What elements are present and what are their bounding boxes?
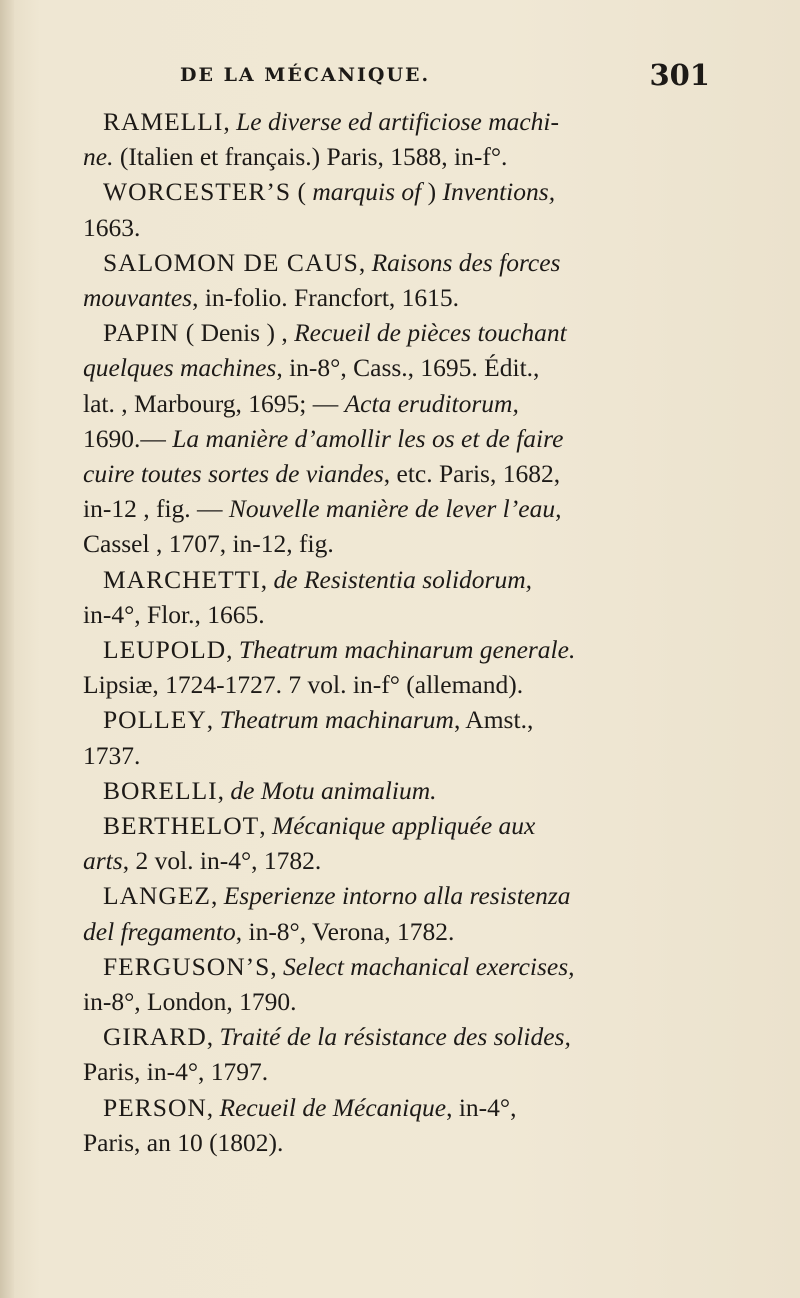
work-title: Theatrum machinarum generale. xyxy=(238,635,576,665)
author-name: BERTHELOT xyxy=(103,811,260,841)
entry-line xyxy=(83,315,723,350)
work-title: Nouvelle manière de lever l’eau, xyxy=(228,494,562,524)
entry-line xyxy=(83,808,723,843)
entry-text: , xyxy=(259,811,272,841)
running-title: DE LA MÉCANIQUE. xyxy=(180,64,431,86)
bibliography-entry xyxy=(83,1019,723,1089)
entry-text: Paris, an 10 (1802). xyxy=(83,1127,284,1157)
work-title: La manière d’amollir les os et de faire xyxy=(172,423,564,453)
work-title: ne. xyxy=(83,142,114,172)
entry-line xyxy=(83,174,723,209)
work-title: Recueil de Mécanique xyxy=(219,1092,447,1122)
author-name: MARCHETTI xyxy=(103,564,261,594)
bibliography-entry xyxy=(83,632,723,702)
work-title: mouvantes xyxy=(83,283,193,313)
entry-line xyxy=(83,456,723,491)
work-title: Acta eruditorum, xyxy=(344,388,519,418)
work-title: Recueil de pièces touchant xyxy=(294,318,567,348)
work-title: Select machanical exercises, xyxy=(283,951,575,981)
entry-line xyxy=(83,1125,723,1160)
entry-text: 1737. xyxy=(83,740,141,770)
work-title: Theatrum machinarum xyxy=(219,705,454,735)
author-name: LEUPOLD xyxy=(103,635,227,665)
author-name: BORELLI xyxy=(103,775,218,805)
bibliography-entry xyxy=(83,808,723,878)
entry-line xyxy=(83,1019,723,1054)
entry-text: , xyxy=(358,247,372,277)
work-title: Esperienze intorno alla resistenza xyxy=(223,881,571,911)
work-title: de Resistentia solidorum, xyxy=(273,564,533,594)
entry-line xyxy=(83,773,723,808)
entry-line xyxy=(83,984,723,1019)
author-name: PERSON xyxy=(103,1092,207,1122)
entry-text: , xyxy=(206,1092,220,1122)
bibliography-entry xyxy=(83,174,723,244)
entry-text: lat. , Marbourg, 1695; — xyxy=(83,388,345,418)
entry-text: (Italien et français.) Paris, 1588, in-f°. xyxy=(113,142,508,172)
entry-text: , in-8°, Cass., 1695. Édit., xyxy=(276,353,540,383)
bibliography-entry xyxy=(83,1090,723,1160)
bibliography-entry xyxy=(83,878,723,948)
entry-text: 1663. xyxy=(83,212,141,242)
entry-text: , in-4°, xyxy=(446,1092,517,1122)
bibliography-entry xyxy=(83,949,723,1019)
author-name: POLLEY xyxy=(103,705,207,735)
entry-text: ) xyxy=(421,177,443,207)
author-name: FERGUSON’S xyxy=(103,951,271,981)
work-title: arts xyxy=(83,846,123,876)
entry-text: Lipsiæ, 1724-1727. 7 vol. in-f° (allemand). xyxy=(83,670,524,700)
entry-line xyxy=(83,562,723,597)
entry-text: in-4°, Flor., 1665. xyxy=(83,599,265,629)
entry-line xyxy=(83,878,723,913)
entry-line xyxy=(83,914,723,949)
work-title: Le diverse ed artificiose machi- xyxy=(236,107,559,136)
work-title: del fregamento xyxy=(83,916,236,946)
entry-line xyxy=(83,597,723,632)
work-title: Inventions, xyxy=(442,177,556,207)
work-title: quelques machines xyxy=(83,353,277,383)
bibliography-entry xyxy=(83,104,723,174)
work-title: Mécanique appliquée aux xyxy=(271,811,536,841)
entry-text: , xyxy=(270,951,284,981)
author-name: GIRARD xyxy=(103,1022,207,1052)
entry-line xyxy=(83,139,723,174)
author-name: LANGEZ xyxy=(103,881,211,911)
work-title: Traité de la résistance des solides, xyxy=(219,1022,571,1052)
entry-text: , xyxy=(210,881,224,911)
bibliography-entry xyxy=(83,245,723,315)
entry-text: , xyxy=(206,705,220,735)
work-title: cuire toutes sortes de viandes xyxy=(83,459,384,489)
page-number: 301 xyxy=(649,58,710,92)
entry-line xyxy=(83,526,723,561)
author-name: PAPIN xyxy=(103,318,180,348)
entry-line xyxy=(83,949,723,984)
bibliography-entry xyxy=(83,702,723,772)
entry-text: , xyxy=(260,564,274,594)
entry-line xyxy=(83,104,723,139)
entry-text: in-12 , fig. — xyxy=(83,494,229,524)
entry-text: , xyxy=(217,775,231,805)
author-name: SALOMON DE CAUS xyxy=(103,247,359,277)
entry-text: , in-folio. Francfort, 1615. xyxy=(192,283,460,313)
entry-line xyxy=(83,1090,723,1125)
entry-line xyxy=(83,245,723,280)
entry-text: 1690.— xyxy=(83,423,173,453)
entry-text: , etc. Paris, 1682, xyxy=(383,459,561,489)
entry-line xyxy=(83,491,723,526)
author-name: WORCESTER’S xyxy=(103,177,292,207)
bibliography-entry xyxy=(83,773,723,808)
entry-text: Cassel , 1707, in-12, fig. xyxy=(83,529,334,559)
page-gutter xyxy=(0,0,14,1298)
work-title: Raisons des forces xyxy=(371,247,561,277)
work-title: marquis of xyxy=(312,177,422,207)
entry-line xyxy=(83,843,723,878)
entry-text: , xyxy=(226,635,239,665)
bibliography-entry xyxy=(83,315,723,561)
entry-text: , Amst., xyxy=(453,705,534,735)
entry-line xyxy=(83,667,723,702)
work-title: de Motu animalium. xyxy=(230,775,437,805)
entry-text: , xyxy=(206,1022,220,1052)
entry-line xyxy=(83,632,723,667)
entry-line xyxy=(83,702,723,737)
entry-line xyxy=(83,386,723,421)
entry-text: Paris, in-4°, 1797. xyxy=(83,1057,269,1087)
entry-line xyxy=(83,210,723,245)
entry-line xyxy=(83,350,723,385)
entry-text: ( xyxy=(291,177,313,207)
entry-text: , 2 vol. in-4°, 1782. xyxy=(122,846,322,876)
entry-line xyxy=(83,1054,723,1089)
entry-text: , in-8°, Verona, 1782. xyxy=(235,916,455,946)
entry-line xyxy=(83,280,723,315)
entry-text: in-8°, London, 1790. xyxy=(83,987,297,1017)
bibliography-list xyxy=(83,104,723,1160)
entry-text: ( Denis ) , xyxy=(179,318,295,348)
entry-line xyxy=(83,738,723,773)
entry-line xyxy=(83,421,723,456)
entry-text: , xyxy=(223,107,237,136)
bibliography-entry xyxy=(83,562,723,632)
author-name: RAMELLI xyxy=(103,107,224,136)
